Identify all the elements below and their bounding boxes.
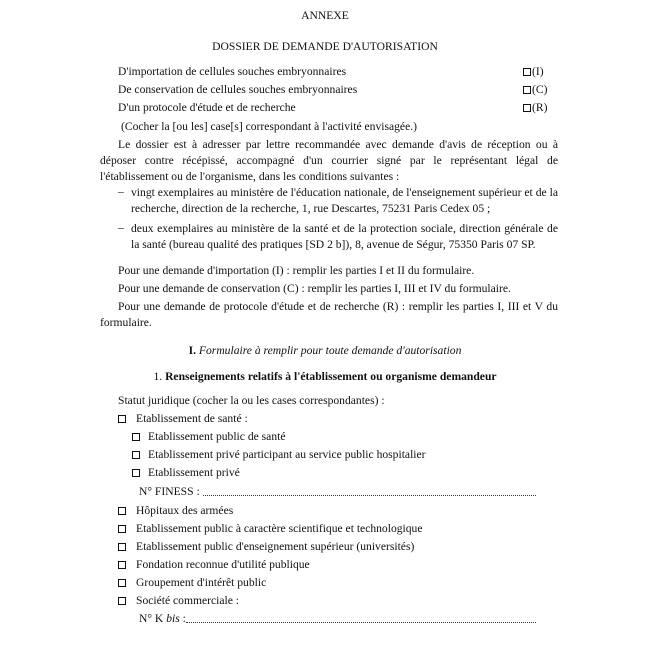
finess-label: N° FINESS :: [139, 485, 200, 498]
type-conservation-checkbox[interactable]: [523, 86, 531, 94]
epst-checkbox[interactable]: [118, 525, 126, 533]
fondation-label: Fondation reconnue d'utilité publique: [136, 558, 310, 571]
type-import-label: D'importation de cellules souches embryonnaires: [118, 65, 347, 78]
kbis-italic: bis: [166, 612, 180, 625]
type-protocol-checkbox[interactable]: [523, 104, 531, 112]
finess-field[interactable]: [203, 495, 536, 496]
etab-public-sante-label: Etablissement public de santé: [148, 430, 286, 443]
type-import-code: (I): [532, 65, 544, 78]
fondation-checkbox[interactable]: [118, 561, 126, 569]
bullet-dash: –: [118, 185, 124, 198]
subsection-title: Renseignements relatifs à l'établissement ou organisme demandeur: [165, 370, 497, 383]
bullet-item-1: vingt exemplaires au ministère de l'éducation nationale, de l'enseignement supérieur et de la recherche, direction de la recherche, 1, rue Descartes, 75231 Paris Cedex 05 ;: [131, 186, 558, 215]
subsection-heading: [0, 370, 650, 383]
type-import-checkbox[interactable]: [523, 68, 531, 76]
etab-prive-participant-label: Etablissement privé participant au service public hospitalier: [148, 448, 426, 461]
hopitaux-armees-label: Hôpitaux des armées: [136, 504, 234, 517]
societe-commerciale-label: Société commerciale :: [136, 594, 240, 607]
kbis-label: [139, 612, 186, 625]
section-number: I.: [188, 344, 197, 357]
bullet-dash: –: [118, 221, 124, 234]
section-heading: [0, 344, 650, 357]
kbis-field[interactable]: [186, 622, 536, 623]
enseignement-superieur-label: Etablissement public d'enseignement supérieur (universités): [136, 540, 415, 553]
etab-prive-checkbox[interactable]: [132, 469, 140, 477]
epst-label: Etablissement public à caractère scientifique et technologique: [136, 522, 423, 535]
instruction-import: Pour une demande d'importation (I) : remplir les parties I et II du formulaire.: [118, 264, 475, 277]
document-title: DOSSIER DE DEMANDE D'AUTORISATION: [212, 40, 438, 53]
bullet-item-2: deux exemplaires au ministère de la santé et de la protection sociale, direction générale de la santé (bureau qualité des pratiques [SD 2 b]), 8, avenue de Ségur, 75350 Paris 07 SP.: [131, 222, 558, 251]
annexe-heading: ANNEXE: [301, 9, 349, 22]
enseignement-superieur-checkbox[interactable]: [118, 543, 126, 551]
intro-paragraph: Le dossier est à adresser par lettre recommandée avec demande d'avis de réception ou à déposer contre récépissé, accompagné d'un courrier signé par le représentant légal de l'établissement ou de l'organisme, dans les conditions suivantes :: [100, 138, 558, 183]
gip-label: Groupement d'intérêt public: [136, 576, 267, 589]
type-protocol-label: D'un protocole d'étude et de recherche: [118, 101, 296, 114]
gip-checkbox[interactable]: [118, 579, 126, 587]
kbis-colon: :: [182, 612, 186, 625]
etab-prive-participant-checkbox[interactable]: [132, 451, 140, 459]
etab-prive-label: Etablissement privé: [148, 466, 240, 479]
etab-public-sante-checkbox[interactable]: [132, 433, 140, 441]
instruction-protocol: Pour une demande de protocole d'étude et de recherche (R) : remplir les parties I, III et V du formulaire.: [100, 300, 558, 329]
type-conservation-code: (C): [532, 83, 548, 96]
etab-sante-checkbox[interactable]: [118, 415, 126, 423]
type-conservation-label: De conservation de cellules souches embryonnaires: [118, 83, 358, 96]
statut-label: Statut juridique (cocher la ou les cases correspondantes) :: [118, 394, 385, 407]
etab-sante-label: Etablissement de santé :: [136, 412, 248, 425]
type-protocol-code: (R): [532, 101, 548, 114]
section-title: Formulaire à remplir pour toute demande d'autorisation: [198, 344, 462, 357]
subsection-number: 1.: [153, 370, 163, 383]
instruction-conservation: Pour une demande de conservation (C) : remplir les parties I, III et IV du formulaire.: [118, 282, 511, 295]
kbis-prefix: N° K: [139, 612, 164, 625]
hopitaux-armees-checkbox[interactable]: [118, 507, 126, 515]
cocher-note: (Cocher la [ou les] case[s] correspondant à l'activité envisagée.): [121, 120, 417, 133]
societe-commerciale-checkbox[interactable]: [118, 597, 126, 605]
